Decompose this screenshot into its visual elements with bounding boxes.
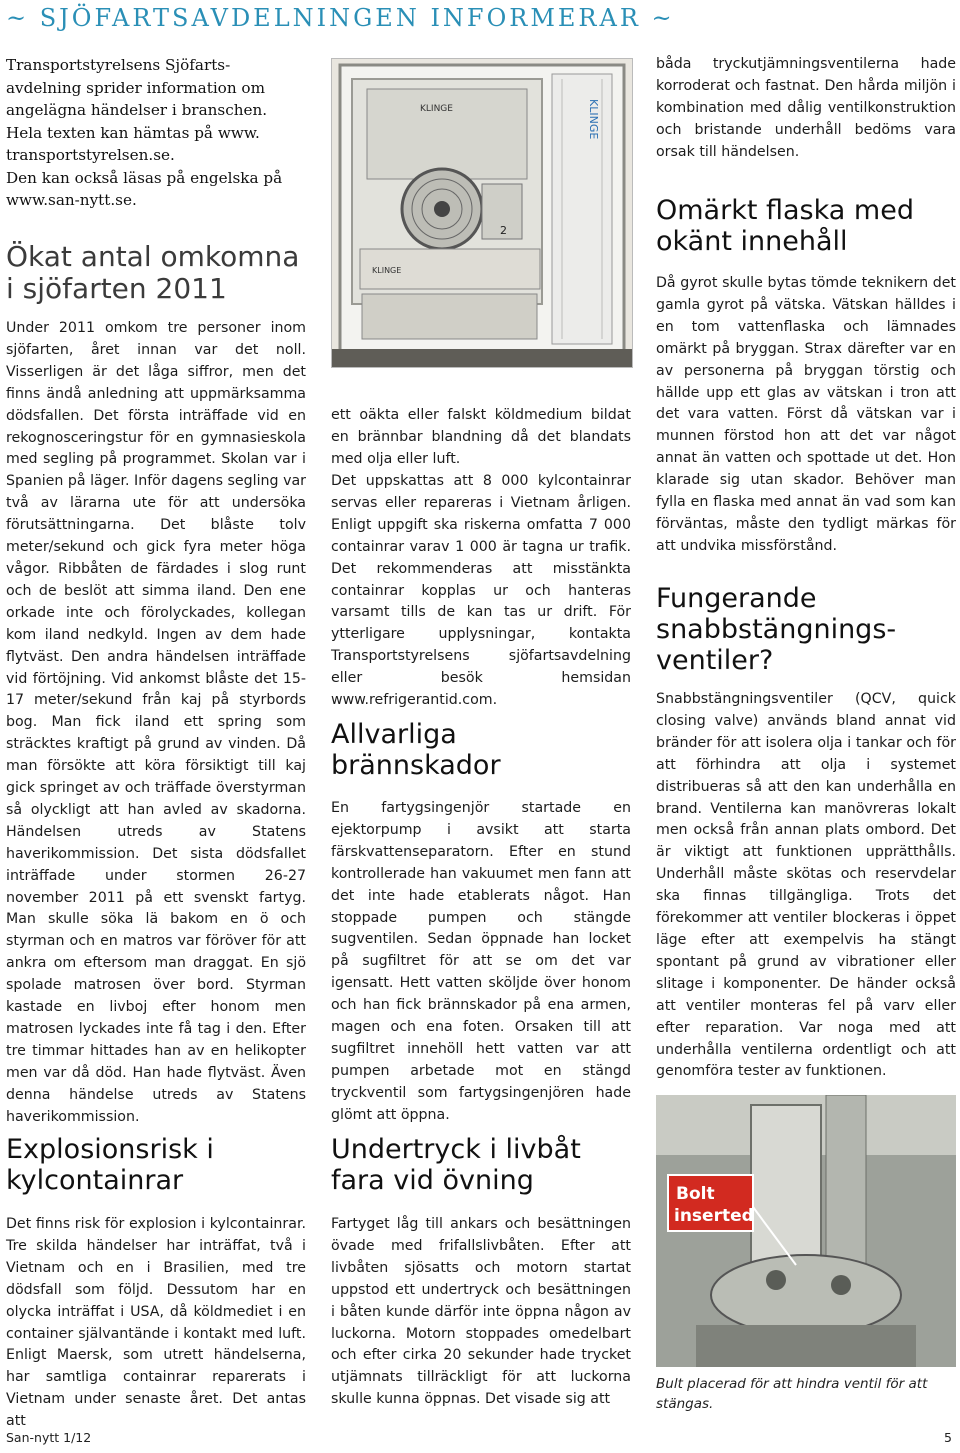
valve-bolt-photo bbox=[656, 1095, 956, 1367]
article-undertryck-body: Fartyget låg till ankars och besättningen övade med frifallslivbåten. Efter att livbåten sjösatts och motorn startat uppstod ett undertryck och besättningen i båten kunde därför inte öppna någon av luckorna. Motorn stoppades omedelbart och efter cirka 20 sekunder hade trycket utjämnats tillräckligt för att luckorna skulle kunna öppnas. Det visade sig att bbox=[331, 1216, 631, 1408]
article-flaska-body: Då gyrot skulle bytas tömde teknikern det gamla gyrot på vätska. Vätskan hälldes i en tom vattenflaska och lämnades omärkt på bryggan. Strax därefter var en av personerna på bryggan törstig och hällde upp ett glas av vätskan i tron att det vara vatten. Först då vätskan var i munnen förstod hon att det var något annat än vatten och spottade ut det. Hon klarade sig utan skador. Behöver man fylla en flaska med annat än vad som kan förväntas, måste den tydligt märkas för att undvika missförstånd. bbox=[656, 275, 956, 554]
article-brannskador-body: En fartygsingenjör startade en ejektorpump i avsikt att starta färskvattenseparatorn. Efter en stund kontrollerade han vakuumet men fann att det inte hade etablerats något. Han stoppade pumpen och stängde sugventilen. Sedan öppnade han locket på sugfiltret för att se om det var igensatt. Hett vatten sköljde över honom och han fick brännskador på ena armen, magen och ena foten. Orsaken till att sugfiltret innehöll hett vatten var att pumpen arbetade mot en stängd tryckventil som fartygsingenjören hade glömt att öppna. bbox=[331, 800, 631, 1123]
unit-number: 2 bbox=[500, 224, 507, 237]
article-undertryck-title: Undertryck i livbåt fara vid övning bbox=[331, 1134, 581, 1196]
brand-label-bottom: KLINGE bbox=[372, 266, 402, 275]
side-brand-text: KLINGE bbox=[587, 99, 600, 140]
photo-caption: Bult placerad för att hindra ventil för att stängas. bbox=[656, 1376, 928, 1412]
article-explosionsrisk-body: Det finns risk för explosion i kylcontainrar. Tre skilda händelser har inträffat, två i Vietnam och en i Brasilien, med tre dödsfall som följd. Dessutom har en olycka inträffat i USA, då köldmediet i en container självantände i kontakt med luft. Enligt Maersk, som utrett händelserna, har samtliga containrar reparerats i Vietnam under senaste året. Det antas att bbox=[6, 1216, 306, 1430]
article-ventiler-body: Snabbstängningsventiler (QCV, quick closing valve) används bland annat vid bränder för att isolera olja i tankar och för att förhindra att olja i systemet distribueras så att den kan underhålla en brand. Ventilerna kan manövreras lokalt men också från annan plats ombord. Det är viktigt att funktionen upprätthålls. Underhåll måste skötas och reservdelar ska finnas tillgängliga. Trots det förekommer att ventiler blockeras i öppet läge efter att exempelvis ha stängt spontant på grund av vibrationer eller slitage i komponenter. De händer också att ventiler monteras fel på varv eller efter reparation. Var noga med att underhålla ventilerna ordentligt och att genomföra tester av funktionen. bbox=[656, 691, 956, 1080]
article-ventiler-title: Fungerande snabbstängnings- ventiler? bbox=[656, 583, 897, 676]
bolt-label-line2: inserted bbox=[674, 1206, 754, 1226]
article-flaska-title: Omärkt flaska med okänt innehåll bbox=[656, 195, 914, 257]
brand-label-top: KLINGE bbox=[420, 104, 453, 114]
article-explosionsrisk-title: Explosionsrisk i kylcontainrar bbox=[6, 1134, 214, 1196]
section-header: ~ SJÖFARTSAVDELNINGEN INFORMERAR ~ bbox=[6, 4, 675, 32]
page-number: 5 bbox=[944, 1430, 952, 1445]
article-omkomna-body: Under 2011 omkom tre personer inom sjöfarten, året innan var det noll. Visserligen är det låga siffror, men det finns ändå anledning att uppmärksamma dödsfallen. Det första inträffade vid en rekognosceringstur för en gymnasieskola med segling på programmet. Skolan var i Spanien på läger. Inför dagens segling var två av lärarna ute för att undersöka förutsättningarna. Det blåste tolv meter/sekund och gick fyra meter höga vågor. Ribbåten de färdades i slog runt och de beslöt att simma iland. Den ene orkade inte och förolyckades, kollegan kom iland nedkyld. Ingen av dem hade flytväst. Den andra händelsen inträffade vid förtöjning. Vid ankomst blåste det 15-17 meter/sekund från kaj på styrbords bog. Man fick iland ett spring som sträcktes kraftigt på grund av vinden. Då man försökte att köra försiktigt till kaj gick springet av och träffade överstyrman så olyckligt att han avled av skadorna. Händelsen utreds av Statens haverikommission. Det sista dödsfallet inträffade under stormen 26-27 november 2011 på ett svenskt fartyg. Man skulle söka lä bakom en ö och styrman och en matros var föröver för att ankra om eftersom man draggat. En sjö spolade matrosen över bord. Styrman kastade en livboj efter honom men matrosen lyckades inte få tag i den. Efter tre timmar hittades han av en helikopter men var då död. Han hade flytväst. Även denna händelse utreds av Statens haverikommission. bbox=[6, 320, 306, 1125]
bolt-label-line1: Bolt bbox=[676, 1184, 715, 1204]
intro-text: Transportstyrelsens Sjöfarts- avdelning sprider information om angelägna händelser i branschen. Hela texten kan hämtas på www. transportstyrelsen.se. Den kan också läsas på engelska på www.san-nytt.se. bbox=[6, 56, 283, 209]
column-left bbox=[6, 54, 306, 212]
valve-illustration bbox=[656, 1095, 956, 1367]
undertryck-continuation: båda tryckutjämningsventilerna hade korroderat och fastnat. Den hårda miljön i kombination med dålig ventilkonstruktion och bristande underhåll bedöms vara orsak till händelsen. bbox=[656, 56, 956, 160]
container-illustration bbox=[332, 59, 632, 367]
article-brannskador-title: Allvarliga brännskador bbox=[331, 719, 501, 781]
explosionsrisk-continuation: ett oäkta eller falskt köldmedium bildat en brännbar blandning då det blandats med olja eller luft. bbox=[331, 407, 631, 467]
refrigerated-container-photo bbox=[331, 58, 633, 368]
footer-issue: San-nytt 1/12 bbox=[6, 1430, 92, 1445]
article-omkomna-title: Ökat antal omkomna i sjöfarten 2011 bbox=[6, 240, 300, 305]
explosionsrisk-body-part2: Det uppskattas att 8 000 kylcontainrar servas eller repareras i Vietnam årligen. Enligt uppgift ska riskerna omfatta 7 000 containrar varav 1 000 är tagna ur trafik. Det rekommenderas att misstänkta containrar kopplas ur och hanteras varsamt tills de kan tas ur drift. För ytterligare upplysningar, kontakta Transportstyrelsens sjöfartsavdelning eller besök hemsidan www.refrigerantid.com. bbox=[331, 473, 631, 709]
